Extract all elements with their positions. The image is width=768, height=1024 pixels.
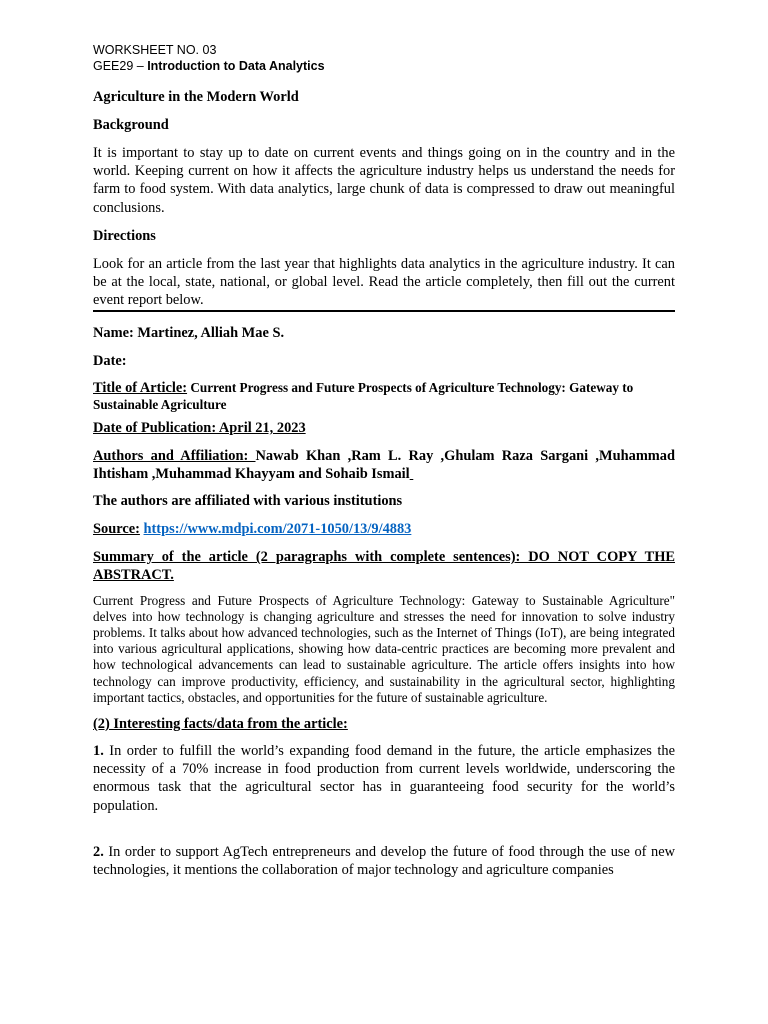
authors-field xyxy=(93,447,675,483)
course-code: GEE29 – xyxy=(93,59,148,73)
name-field xyxy=(93,324,675,342)
facts-heading-text: (2) Interesting facts/data from the article: xyxy=(93,716,348,733)
worksheet-number: WORKSHEET NO. 03 xyxy=(93,43,217,57)
name-label: Name: xyxy=(93,325,138,342)
authors-trailing-underline xyxy=(410,466,414,482)
course-line xyxy=(93,58,675,74)
fact-1-number: 1. xyxy=(93,743,104,760)
source-label: Source: xyxy=(93,521,140,538)
worksheet-page xyxy=(93,42,675,879)
publication-date-label: Date of Publication: April 21, 2023 xyxy=(93,419,306,436)
course-title: Introduction to Data Analytics xyxy=(147,59,325,73)
background-text: It is important to stay up to date on current events and things going on in the country and in the world. Keeping current on how it affects the agriculture industry helps us understand the needs for farm to food system. With data analytics, large chunk of data is compressed to draw out meaningful conclusions. xyxy=(93,145,675,216)
name-value: Martinez, Alliah Mae S. xyxy=(137,325,285,342)
article-title-label: Title of Article: xyxy=(93,380,188,397)
directions-text: Look for an article from the last year that highlights data analytics in the agriculture industry. It can be at the local, state, national, or global level. Read the article completely, then fill out the current event report below. xyxy=(93,255,675,309)
fact-1-text: In order to fulfill the world’s expanding food demand in the future, the article emphasizes the necessity of a 70% increase in food production from current levels worldwide, underscoring the enormous task that the agricultural sector has in guaranteeing food security for the world’s population. xyxy=(93,743,675,814)
affiliation-note: The authors are affiliated with various institutions xyxy=(93,493,403,510)
article-title-value: Current Progress and Future Prospects of Agriculture Technology: Gateway to Sustainable Agriculture xyxy=(93,380,634,412)
source-link[interactable]: https://www.mdpi.com/2071-1050/13/9/4883 xyxy=(143,521,412,538)
source-field xyxy=(93,520,675,538)
directions-heading: Directions xyxy=(93,227,156,244)
fact-2-text: In order to support AgTech entrepreneurs and develop the future of food through the use of new technologies, it mentions the collaboration of major technology and agriculture companies xyxy=(93,843,675,879)
background-heading: Background xyxy=(93,117,169,133)
facts-heading xyxy=(93,715,675,733)
publication-date xyxy=(93,419,675,437)
section-divider xyxy=(93,310,675,312)
fact-2-number: 2. xyxy=(93,843,104,860)
page-title: Agriculture in the Modern World xyxy=(93,89,299,105)
authors-value: Nawab Khan ,Ram L. Ray ,Ghulam Raza Sargani ,Muhammad Ihtisham ,Muhammad Khayyam and Sohaib Ismail xyxy=(93,447,675,483)
article-title-field xyxy=(93,380,675,412)
date-label: Date: xyxy=(93,353,127,370)
authors-label: Authors and Affiliation: xyxy=(93,447,256,464)
fact-2 xyxy=(93,843,675,879)
summary-heading-text: Summary of the article (2 paragraphs with complete sentences): DO NOT COPY THE ABSTRACT. xyxy=(93,549,675,584)
fact-1 xyxy=(93,742,675,815)
summary-text: Current Progress and Future Prospects of Agriculture Technology: Gateway to Sustainable Agriculture" delves into how technology is changing agriculture and stresses the need for innovation to solve industry problems. It talks about how advanced technologies, such as the Internet of Things (IoT), are being integrated into various agricultural applications, showing how data-centric practices are becoming more prevalent and how technological advancements can lead to sustainable agriculture. The article offers insights into how technology can improve productivity, efficiency, and sustainability in the agricultural sector, highlighting important tactics, obstacles, and opportunities for the future of sustainable agriculture. xyxy=(93,592,675,705)
summary-heading xyxy=(93,548,675,584)
